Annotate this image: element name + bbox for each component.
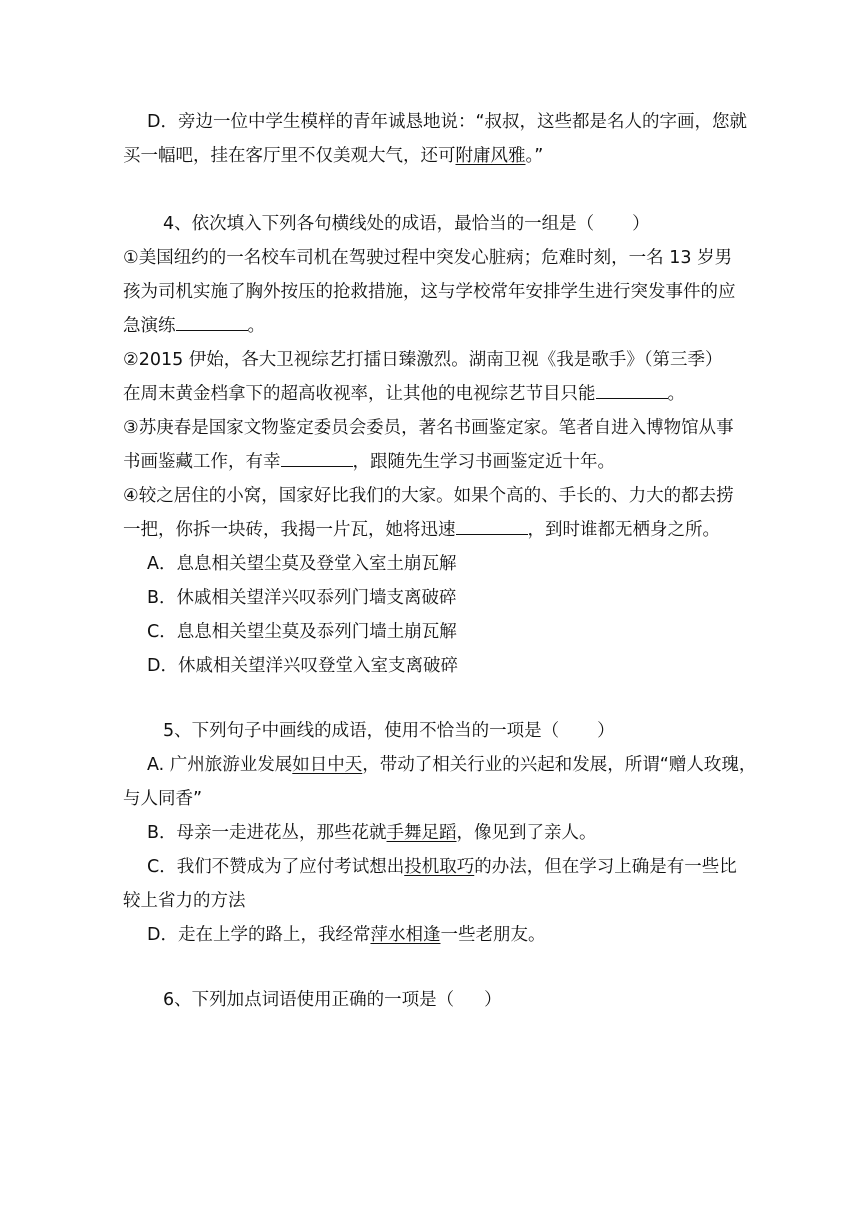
q4-sentence-4-line1: ④较之居住的小窝，国家好比我们的大家。如果个高的、手长的、力大的都去捞 xyxy=(123,486,734,506)
q4-option-a: A．息息相关望尘莫及登堂入室土崩瓦解 xyxy=(147,554,457,574)
underlined-idiom: 附庸风雅 xyxy=(455,146,526,166)
q5-option-a-line1: A. 广州旅游业发展如日中天，带动了相关行业的兴起和发展，所谓“赠人玫瑰， xyxy=(147,755,757,775)
q4-sentence-2-line1: ②2015 伊始，各大卫视综艺打擂日臻激烈。湖南卫视《我是歌手》（第三季） xyxy=(123,350,723,370)
fill-blank xyxy=(281,452,353,467)
q5-option-b: B．母亲一走进花丛，那些花就手舞足蹈，像见到了亲人。 xyxy=(147,823,597,843)
q4-sentence-1-line1: ①美国纽约的一名校车司机在驾驶过程中突发心脏病；危难时刻，一名 13 岁男 xyxy=(123,248,733,268)
fill-blank xyxy=(456,520,528,535)
q4-sentence-1-line2: 孩为司机实施了胸外按压的抢救措施，这与学校常年安排学生进行突发事件的应 xyxy=(123,282,736,302)
q5-option-c-line2: 较上省力的方法 xyxy=(123,891,246,911)
q6-stem: 6、下列加点词语使用正确的一项是（ ） xyxy=(163,990,502,1010)
q4-sentence-4-line2: 一把，你拆一块砖，我揭一片瓦，她将迅速 ，到时谁都无栖身之所。 xyxy=(123,520,720,540)
q3-option-d-line2: 买一幅吧，挂在客厅里不仅美观大气，还可附庸风雅。” xyxy=(123,146,544,166)
q4-sentence-3-line1: ③苏庚春是国家文物鉴定委员会委员，著名书画鉴定家。笔者自进入博物馆从事 xyxy=(123,418,734,438)
underlined-idiom: 萍水相逢 xyxy=(370,925,441,945)
q4-sentence-2-line2: 在周末黄金档拿下的超高收视率，让其他的电视综艺节目只能 。 xyxy=(123,384,685,404)
fill-blank xyxy=(176,316,248,331)
underlined-idiom: 如日中天 xyxy=(292,755,363,775)
q4-option-d: D．休戚相关望洋兴叹登堂入室支离破碎 xyxy=(147,656,458,676)
q4-sentence-1-line3: 急演练 。 xyxy=(123,316,265,336)
fill-blank xyxy=(596,384,668,399)
q4-stem: 4、依次填入下列各句横线处的成语，最恰当的一组是（ ） xyxy=(163,214,650,234)
q4-option-b: B．休戚相关望洋兴叹忝列门墙支离破碎 xyxy=(147,588,457,608)
q5-stem: 5、下列句子中画线的成语，使用不恰当的一项是（ ） xyxy=(163,721,615,741)
q4-sentence-3-line2: 书画鉴藏工作，有幸 ，跟随先生学习书画鉴定近十年。 xyxy=(123,452,615,472)
underlined-idiom: 手舞足蹈 xyxy=(386,823,457,843)
q5-option-a-line2: 与人同香” xyxy=(123,789,203,809)
underlined-idiom: 投机取巧 xyxy=(404,857,475,877)
q3-option-d-line1: D．旁边一位中学生模样的青年诚恳地说：“叔叔，这些都是名人的字画，您就 xyxy=(147,112,748,132)
q5-option-c-line1: C．我们不赞成为了应付考试想出投机取巧的办法，但在学习上确是有一些比 xyxy=(147,857,737,877)
q5-option-d: D．走在上学的路上，我经常萍水相逢一些老朋友。 xyxy=(147,925,546,945)
q4-option-c: C．息息相关望尘莫及忝列门墙土崩瓦解 xyxy=(147,622,457,642)
